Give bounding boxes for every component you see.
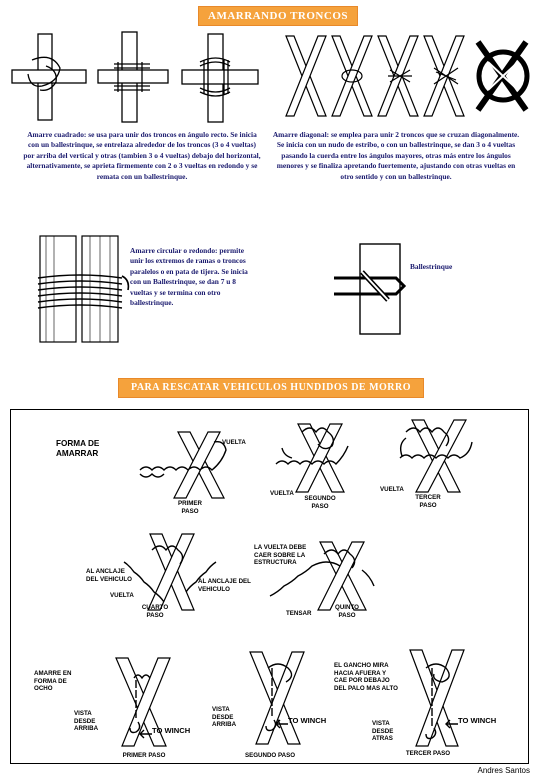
figure-eight-step1-label: PRIMER PASO [122,752,166,759]
figure-eight-step-3-diagram [396,646,476,750]
to-winch-2: TO WINCH [288,716,327,725]
author-credit: Andres Santos [477,766,530,775]
to-winch-1: TO WINCH [152,726,191,735]
section-banner-lashing: AMARRANDO TRONCOS [198,6,358,26]
step3-note: VUELTA [380,486,404,493]
diagonal-lashing-caption: Amarre diagonal: se emplea para unir 2 troncos que se cruzan diagonalmente. Se inicia con un nudo de estribo, o con un ballestrinque, se dan 3 o 4 vueltas pasando la cuerda entre los ángulos mayores, otras más entre los ángulos menores y se finaliza apretando fuertemente, ajustando con otras vueltas en otro sentido y con un ballestrinque. [272,130,520,181]
figure-eight-step2-label: SEGUNDO PASO [244,752,296,759]
step5-label: QUINTO PASO [335,604,359,619]
square-lashing-caption: Amarre cuadrado: se usa para unir dos troncos en ángulo recto. Se inicia con un ballestrinque, se entrelaza alrededor de los troncos (3 o 4 vueltas) por arriba del vertical y otras (tambien 3 o 4 vueltas) debajo del horizontal, alternativamente, se aprieta firmemente con 2 o 3 vueltas en redondo y se remata con un ballestrinque. [23,130,261,181]
hook-note: EL GANCHO MIRA HACIA AFUERA Y CAE POR DEBAJO DEL PALO MAS ALTO [334,662,398,692]
step3-label: TERCER PASO [415,494,441,509]
rescue-step-2-diagram [272,422,372,494]
diagonal-lashing-illustration [278,32,530,122]
step1-label: PRIMER PASO [177,500,203,515]
to-winch-3: TO WINCH [458,716,497,725]
view-back: VISTA DESDE ATRAS [372,720,394,743]
view-top-2: VISTA DESDE ARRIBA [212,706,237,729]
step4-label: CUARTO PASO [141,604,169,619]
rescue-step-3-diagram [392,418,492,494]
step2-note: VUELTA [270,490,294,497]
arrow-icon [138,730,152,738]
step4-vuelta: VUELTA [110,592,134,599]
tensar-label: TENSAR [286,610,312,617]
step2-label: SEGUNDO PASO [304,495,336,510]
arrow-icon [274,720,288,728]
clove-hitch-label: Ballestrinque [410,262,453,271]
square-lashing-illustration [10,30,260,125]
arrow-icon [444,720,458,728]
figure-eight-label: AMARRE EN FORMA DE OCHO [34,670,72,693]
figure-eight-step-2-diagram [238,648,318,748]
view-top-1: VISTA DESDE ARRIBA [74,710,99,733]
step1-note: VUELTA [222,439,246,446]
round-lashing-caption: Amarre circular o redondo: permite unir los extremos de ramas o troncos paralelos o en pata de tijera. Se inicia con un Ballestrinque, se dan 7 u 8 vueltas y se termina con otro ballestrinque. [130,246,248,308]
anchor-right-label: AL ANCLAJE DEL VEHICULO [198,578,251,593]
rescue-step-5-diagram [266,540,386,612]
clove-hitch-illustration [332,242,412,336]
section-banner-vehicle-rescue: PARA RESCATAR VEHICULOS HUNDIDOS DE MORRO [118,378,424,398]
figure-eight-step3-label: TERCER PASO [405,750,451,757]
method-title: FORMA DE AMARRAR [56,439,100,458]
anchor-left-label: AL ANCLAJE DEL VEHICULO [86,568,132,583]
round-lashing-illustration [38,234,130,344]
step5-note: LA VUELTA DEBE CAER SOBRE LA ESTRUCTURA [254,544,307,567]
